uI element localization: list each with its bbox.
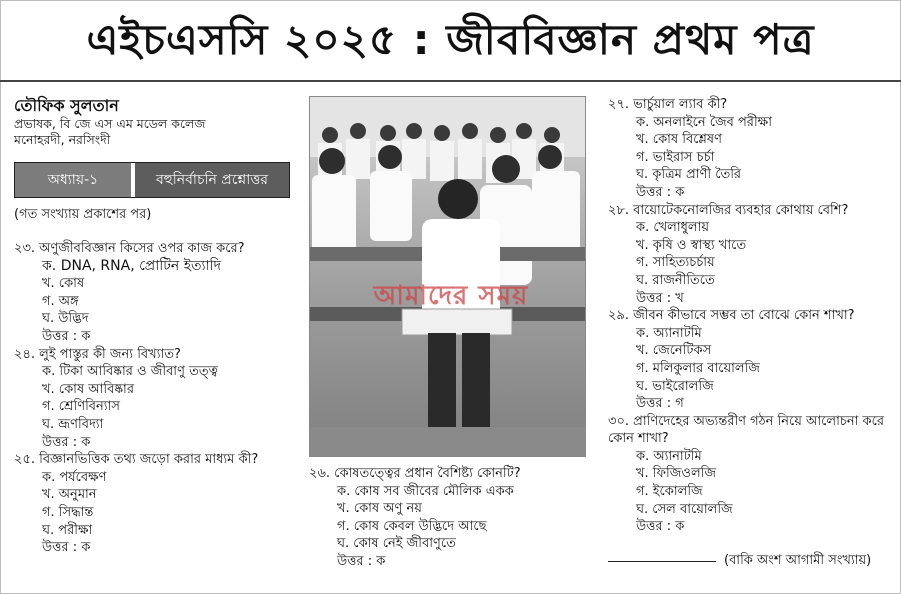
option: খ. কোষ আবিষ্কার <box>42 381 134 397</box>
answer: উত্তর : ক <box>636 519 685 535</box>
author-designation: প্রভাষক, বি জে এস এম মডেল কলেজ <box>14 116 206 131</box>
option: খ. কোষ <box>42 276 85 292</box>
option: খ. জেনেটিকস <box>636 343 712 359</box>
answer: উত্তর : ক <box>337 553 386 569</box>
author-block <box>14 96 304 148</box>
question-item <box>608 96 893 202</box>
answer: উত্তর : ক <box>42 434 91 450</box>
question-item <box>309 465 599 571</box>
option: ক. কোষ সব জীবের মৌলিক একক <box>337 483 514 499</box>
answer: উত্তর : ক <box>636 184 685 200</box>
option: ঘ. পরীক্ষা <box>42 522 93 538</box>
question-text: ২৭. ভার্চুয়াল ল্যাব কী? <box>608 97 728 112</box>
question-item <box>608 413 893 536</box>
option: ঘ. সেল বায়োলজি <box>636 501 733 517</box>
author-location: মনোহরদী, নরসিংদী <box>14 132 111 147</box>
option: ঘ. রাজনীতিতে <box>636 272 715 288</box>
next-issue-text: (বাকি অংশ আগামী সংখ্যায়) <box>724 553 872 568</box>
option: ঘ. উদ্ভিদ <box>42 311 89 327</box>
question-text: ৩০. প্রাণিদেহের অভ্যন্তরীণ গঠন নিয়ে আলোচনা করে কোন শাখা? <box>608 413 884 447</box>
option: খ. কোষ অণু নয় <box>337 501 422 517</box>
option: গ. ভাইরাস চর্চা <box>636 149 715 165</box>
option: খ. কোষ বিশ্লেষণ <box>636 132 722 148</box>
answer: উত্তর : ক <box>42 540 91 556</box>
question-text: ২৫. বিজ্ঞানভিত্তিক তথ্য জড়ো করার মাধ্যম কী? <box>14 452 259 468</box>
option: গ. ইকোলজি <box>636 484 703 500</box>
section-type-label: বহুনির্বাচনি প্রশ্নোত্তর <box>135 163 289 197</box>
option: ক. অ্যানাটমি <box>636 325 702 341</box>
title-divider <box>0 80 901 82</box>
option: ঘ. কৃত্রিম প্রাণী তৈরি <box>636 167 742 183</box>
option: খ. ফিজিওলজি <box>636 466 716 482</box>
question-item <box>14 240 304 346</box>
question-item <box>608 307 893 413</box>
option: খ. কৃষি ও স্বাস্থ্য খাতে <box>636 237 747 253</box>
question-text: ২৪. লুই পাস্তুর কী জন্য বিখ্যাত? <box>14 346 181 362</box>
option: ক. টিকা আবিষ্কার ও জীবাণু তত্ত্ব <box>42 364 218 380</box>
option: গ. কোষ কেবল উদ্ভিদে আছে <box>337 518 487 534</box>
question-item <box>14 346 304 452</box>
question-item <box>608 202 893 308</box>
option: ক. খেলাধুলায় <box>636 220 710 236</box>
answer: উত্তর : গ <box>636 396 684 412</box>
section-bar <box>14 162 290 198</box>
option: ক. অনলাইনে জৈব পরীক্ষা <box>636 114 772 130</box>
continued-note: (গত সংখ্যায় প্রকাশের পর) <box>14 207 152 222</box>
option: খ. অনুমান <box>42 487 97 503</box>
questions-right <box>608 96 893 536</box>
next-issue-rule <box>608 561 716 562</box>
option: গ. মলিকুলার বায়োলজি <box>636 360 760 376</box>
question-text: ২৩. অণুজীববিজ্ঞান কিসের ওপর কাজ করে? <box>14 241 245 256</box>
author-name: তৌফিক সুলতান <box>14 96 119 115</box>
chapter-label: অধ্যায়-১ <box>15 163 131 197</box>
question-text: ২৯. জীবন কীভাবে সম্ভব তা বোঝে কোন শাখা? <box>608 308 855 324</box>
option: ঘ. ভ্রূণবিদ্যা <box>42 416 104 432</box>
option: ঘ. কোষ নেই জীবাণুতে <box>337 536 456 552</box>
questions-middle <box>309 465 599 571</box>
option: ক. অ্যানাটমি <box>636 448 702 464</box>
option: ঘ. ভাইরোলজি <box>636 378 714 394</box>
option: ক. DNA, RNA, প্রোটিন ইত্যাদি <box>42 257 221 274</box>
next-issue-note <box>608 551 871 572</box>
option: গ. সিদ্ধান্ত <box>42 504 94 520</box>
question-text: ২৬. কোষতত্ত্বের প্রধান বৈশিষ্ট্য কোনটি? <box>309 466 521 481</box>
questions-left <box>14 240 304 557</box>
option: গ. সাহিত্যচর্চায় <box>636 255 715 271</box>
watermark: আমাদের সময় <box>373 281 529 311</box>
option: ক. পর্যবেক্ষণ <box>42 469 107 485</box>
question-item <box>14 451 304 557</box>
classroom-photo <box>309 96 586 457</box>
page-title: এইচএসসি ২০২৫ : জীববিজ্ঞান প্রথম পত্র <box>86 15 815 64</box>
answer: উত্তর : ক <box>42 328 91 344</box>
answer: উত্তর : খ <box>636 290 684 306</box>
question-text: ২৮. বায়োটেকনোলজির ব্যবহার কোথায় বেশি? <box>608 202 849 218</box>
option: গ. অঙ্গ <box>42 293 79 309</box>
option: গ. শ্রেণিবিন্যাস <box>42 399 120 415</box>
